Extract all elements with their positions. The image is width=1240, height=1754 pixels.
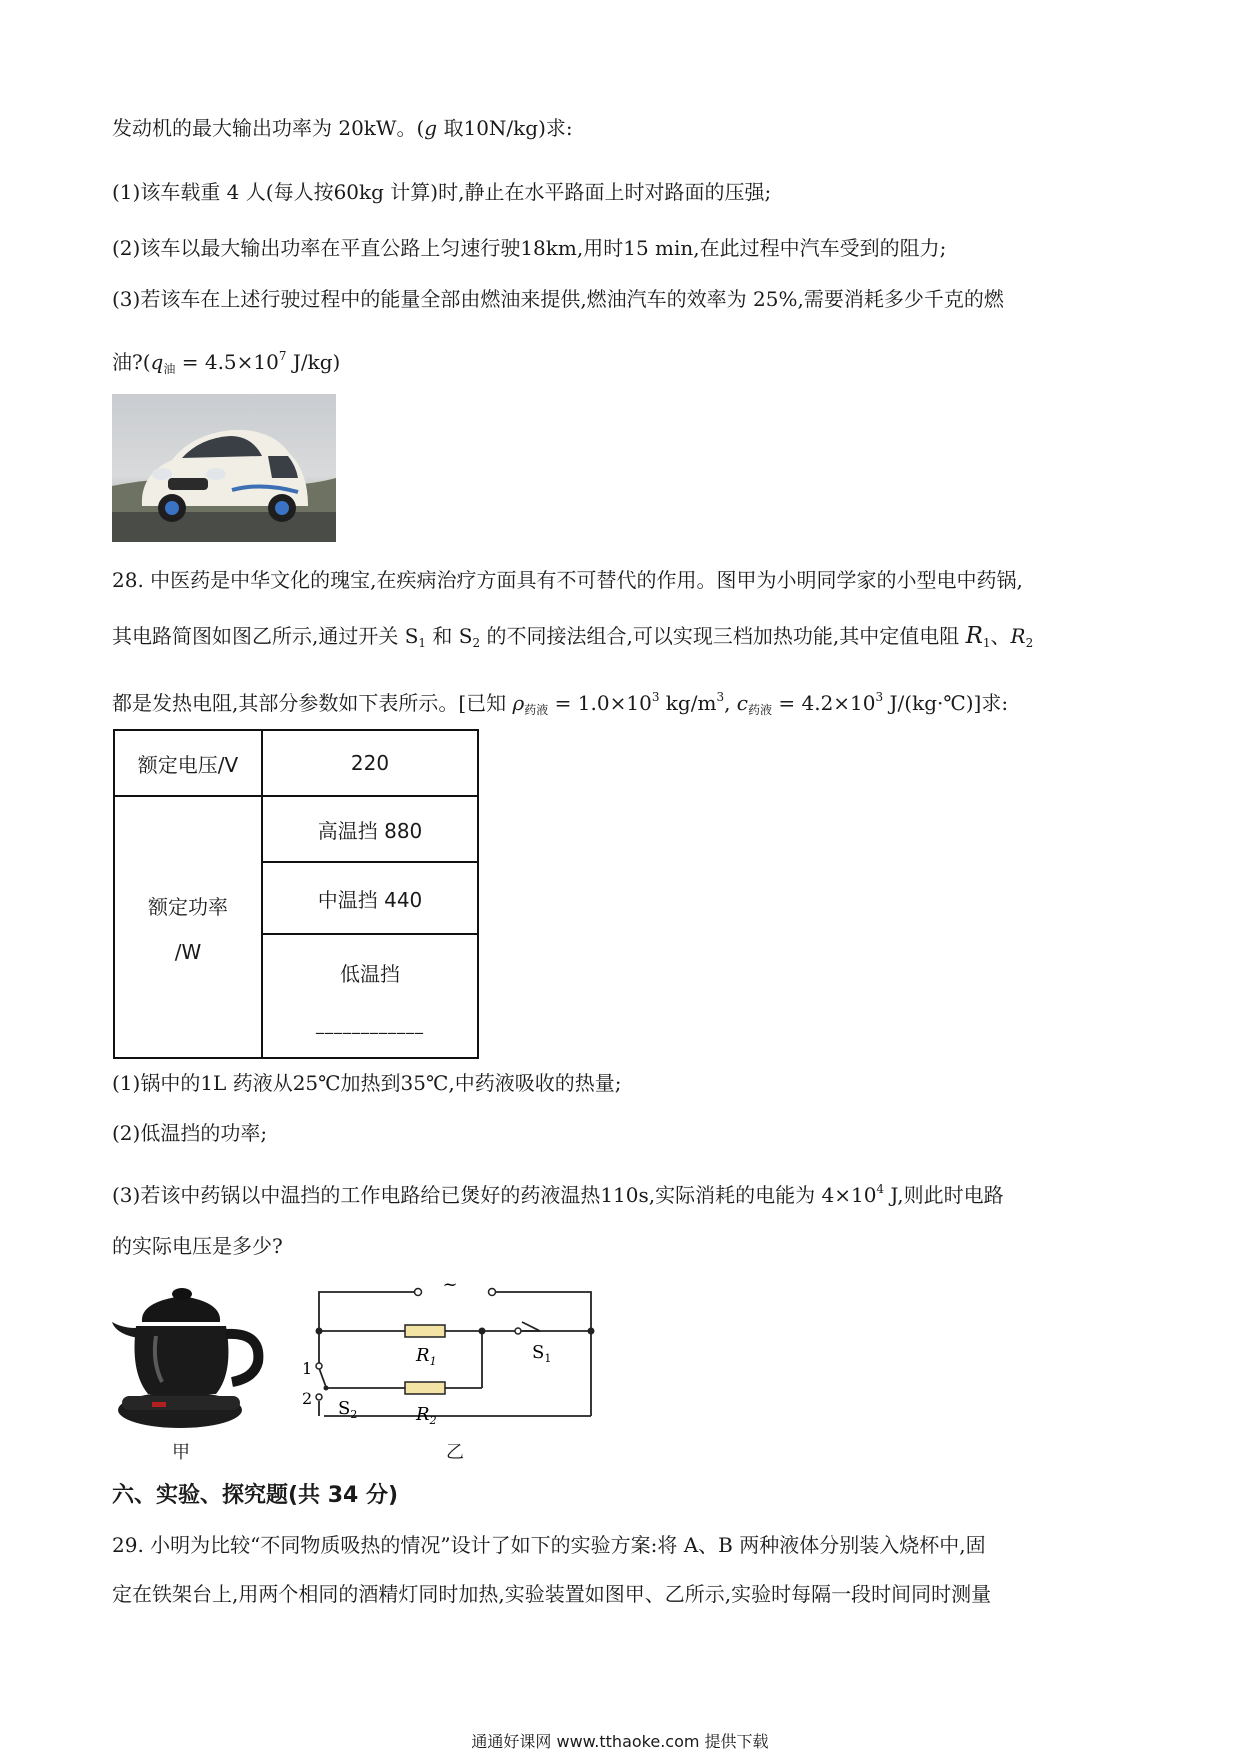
q28-part1: (1)锅中的1L 药液从25℃加热到35℃,中药液吸收的热量; [112,1071,622,1095]
answer-blank: ____________ [316,1015,424,1034]
circuit-s2-label: $S_2$ [338,1398,358,1421]
terminal-1-label: 1 [302,1359,313,1378]
circuit-r2-label: $R_2$ [416,1404,437,1427]
q28-part3-line1: (3)若该中药锅以中温挡的工作电路给已煲好的药液温热110s,实际消耗的电能为 $4\times 10^4$ J,则此时电路 [112,1182,1004,1207]
figure-yi-caption: 乙 [446,1442,464,1463]
q27-intro: 发动机的最大输出功率为 20kW。(g 取10N/kg)求: [112,116,573,140]
q29-line1: 29. 小明为比较“不同物质吸热的情况”设计了如下的实验方案:将 A、B 两种液体分别装入烧杯中,固 [112,1533,986,1557]
terminal-2-label: 2 [302,1389,313,1408]
footer-source: 通通好课网 www.tthaoke.com 提供下载 [471,1732,769,1751]
q28-part3-line2: 的实际电压是多少? [112,1234,283,1258]
q28-line3: 都是发热电阻,其部分参数如下表所示。[已知 $\rho_{药液} = 1.0\times 10^3$ $kg/m^3$, $c_{药液} = 4.2\times 10^3$ J/(kg·℃)]求: [112,690,1009,717]
voltage-label: 额定电压/V [114,730,262,796]
q28-line2: 其电路简图如图乙所示,通过开关 $S_1$ 和 $S_2$ 的不同接法组合,可以实现三档加热功能,其中定值电阻 $R_1$、$R_2$ [112,623,1034,650]
circuit-s1-label: $S_1$ [532,1342,552,1365]
q27-part3-line1: (3)若该车在上述行驶过程中的能量全部由燃油来提供,燃油汽车的效率为 25%,需要消耗多少千克的燃 [112,287,1004,311]
q27-part3-line2: 油$?(q_油 = 4.5\times 10^7$ J/kg) [112,349,341,376]
voltage-value: 220 [262,730,478,796]
high-power-cell: 高温挡 880 [262,796,478,862]
parameter-table [113,729,479,1059]
medicine-pot-photo [112,1282,272,1432]
mid-power-cell: 中温挡 440 [262,862,478,934]
q28-line1: 28. 中医药是中华文化的瑰宝,在疾病治疗方面具有不可替代的作用。图甲为小明同学家的小型电中药锅, [112,568,1023,592]
q29-line2: 定在铁架台上,用两个相同的酒精灯同时加热,实验装置如图甲、乙所示,实验时每隔一段时间同时测量 [112,1582,992,1606]
car-photo [112,394,336,542]
q27-part1: (1)该车载重 4 人(每人按60kg 计算)时,静止在水平路面上时对路面的压强; [112,180,772,204]
ac-source-symbol: ~ [442,1276,458,1295]
circuit-r1-label: $R_1$ [416,1345,437,1368]
figure-jia-caption: 甲 [172,1442,190,1463]
power-label: 额定功率 /W [114,796,262,1058]
q27-part2: (2)该车以最大输出功率在平直公路上匀速行驶18km,用时15 min,在此过程中汽车受到的阻力; [112,236,947,260]
circuit-diagram [290,1276,610,1446]
low-power-cell: 低温挡 ____________ [262,934,478,1058]
q28-part2: (2)低温挡的功率; [112,1121,268,1145]
section-6-title: 六、实验、探究题(共 34 分) [112,1483,399,1508]
